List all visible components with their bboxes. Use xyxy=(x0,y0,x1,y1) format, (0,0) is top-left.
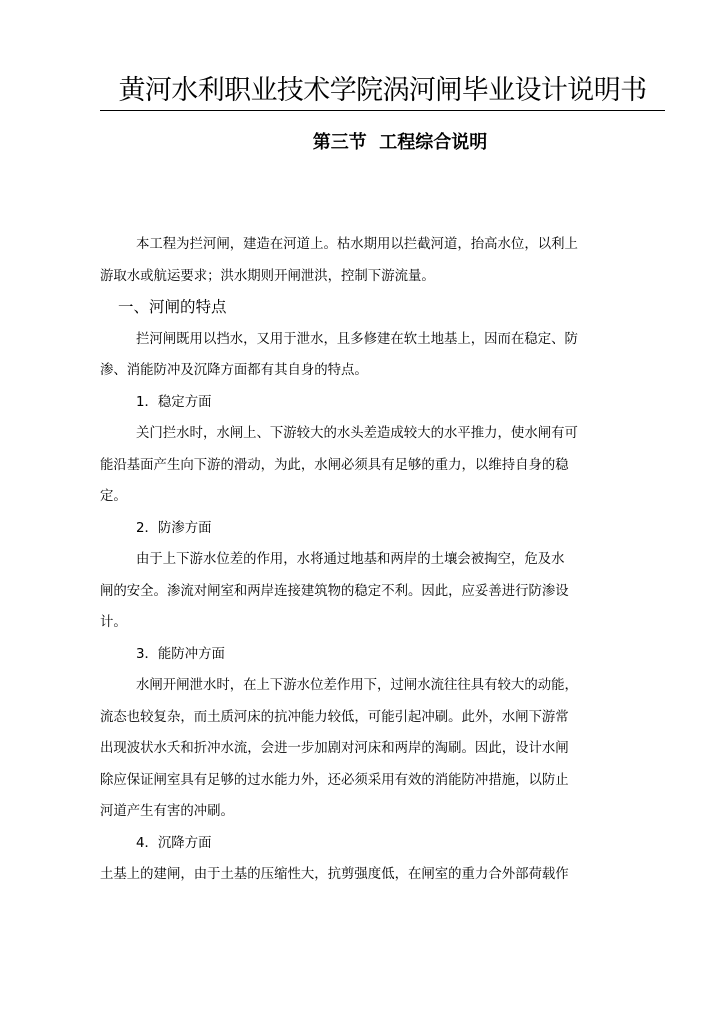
paragraph-line: 由于上下游水位差的作用，水将通过地基和两岸的土壤会被掏空，危及水 xyxy=(136,552,565,567)
paragraph-line: 游取水或航运要求；洪水期则开闸泄洪，控制下游流量。 xyxy=(100,268,435,284)
paragraph-line: 拦河闸既用以挡水，又用于泄水，且多修建在软土地基上，因而在稳定、防 xyxy=(136,331,578,347)
subheading-stability: 1．稳定方面 xyxy=(136,394,212,410)
paragraph-line: 计。 xyxy=(100,615,127,630)
paragraph-line: 闸的安全。渗流对闸室和两岸连接建筑物的稳定不利。因此，应妥善进行防渗设 xyxy=(100,583,569,599)
paragraph-line: 除应保证闸室具有足够的过水能力外，还必须采用有效的消能防冲措施，以防止 xyxy=(100,772,569,788)
paragraph-line: 能沿基面产生向下游的滑动，为此，水闸必须具有足够的重力，以维持自身的稳 xyxy=(100,457,569,473)
document-header-title: 黄河水利职业技术学院涡河闸毕业设计说明书 xyxy=(118,75,647,106)
paragraph-line: 本工程为拦河闸，建造在河道上。枯水期用以拦截河道，抬高水位，以利上 xyxy=(136,237,578,252)
document-header xyxy=(100,72,665,111)
paragraph-line: 土基上的建闸，由于土基的压缩性大，抗剪强度低，在闸室的重力合外部荷载作 xyxy=(100,867,569,882)
paragraph-line: 渗、消能防冲及沉降方面都有其自身的特点。 xyxy=(100,363,368,378)
paragraph-line: 关门拦水时，水闸上、下游较大的水头差造成较大的水平推力，使水闸有可 xyxy=(136,426,578,441)
subheading-seepage: 2．防渗方面 xyxy=(136,520,212,536)
subheading-river-gate-features: 一、河闸的特点 xyxy=(118,298,227,316)
subheading-settlement: 4．沉降方面 xyxy=(136,835,212,851)
paragraph-line: 河道产生有害的冲刷。 xyxy=(100,804,234,819)
section-title: 第三节 工程综合说明 xyxy=(312,132,488,153)
paragraph-line: 水闸开闸泄水时，在上下游水位差作用下，过闸水流往往具有较大的动能， xyxy=(136,678,578,693)
paragraph-line: 出现波状水夭和折冲水流，会进一步加剧对河床和两岸的淘刷。因此，设计水闸 xyxy=(100,741,569,756)
document-body xyxy=(100,229,666,891)
paragraph-line: 定。 xyxy=(100,489,127,504)
subheading-energy-dissipation: 3．能防冲方面 xyxy=(136,646,225,662)
paragraph-line: 流态也较复杂，而土质河床的抗冲能力较低，可能引起冲刷。此外，水闸下游常 xyxy=(100,709,569,725)
